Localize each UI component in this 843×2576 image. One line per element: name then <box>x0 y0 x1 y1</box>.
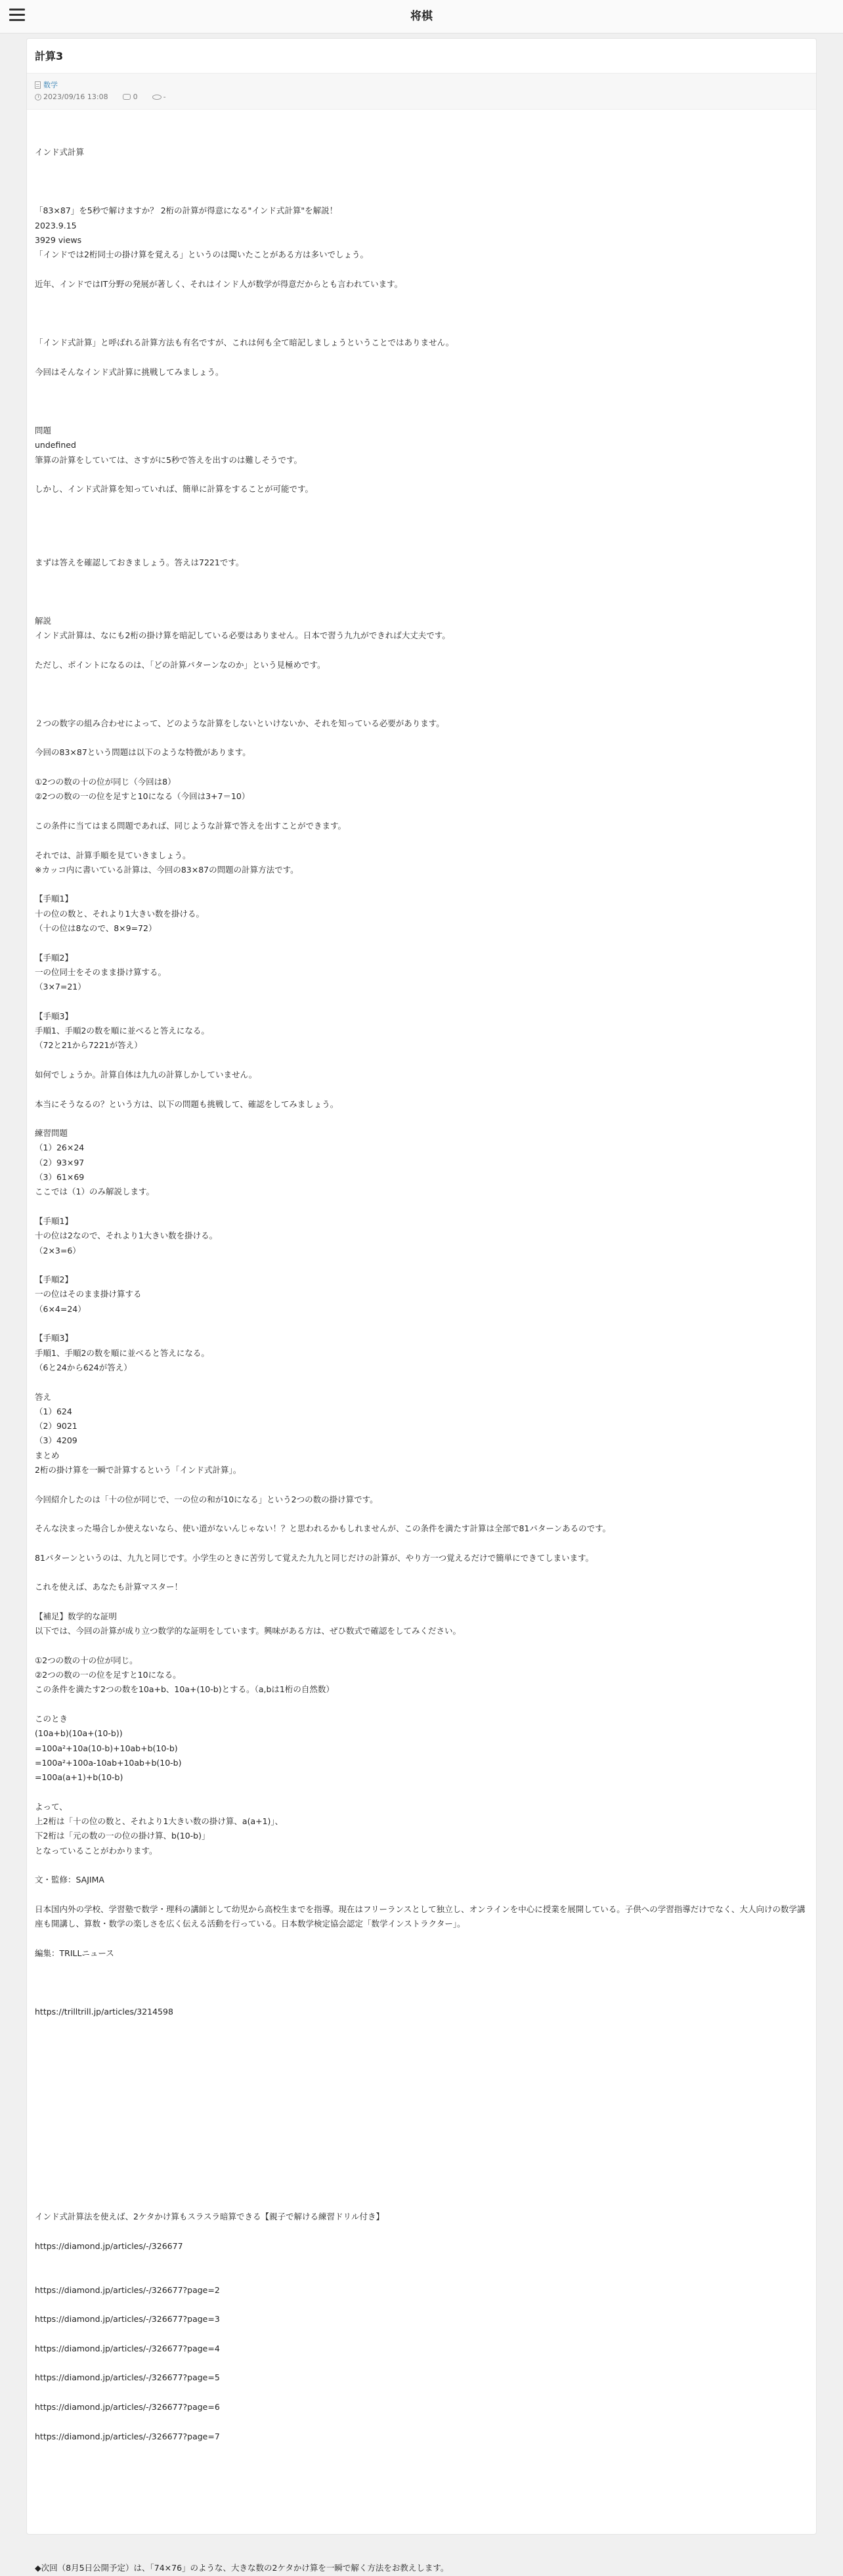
article-line: undefined <box>35 440 76 450</box>
blank-line <box>35 2254 807 2268</box>
blank-line <box>35 394 807 408</box>
blank-line <box>35 1785 807 1800</box>
blank-line <box>35 995 807 1009</box>
article-line: ①2つの数の十の位が同じ（今回は8） <box>35 777 176 787</box>
blank-line <box>35 2137 807 2151</box>
article-line: 【手順1】 <box>35 894 73 904</box>
article-line: 解説 <box>35 615 52 626</box>
blank-line <box>35 2107 807 2122</box>
category-link[interactable] <box>35 79 58 90</box>
article-line: インド式計算 <box>35 147 85 158</box>
article-line: インド式計算法を使えば、2ケタかけ算もスラスラ暗算できる【親子で解ける練習ドリル付き】 <box>35 2212 384 2222</box>
blank-line <box>35 1053 807 1068</box>
blank-line <box>35 2151 807 2166</box>
article-line: 問題 <box>35 425 52 435</box>
article-line: =100a²+10a(10-b)+10ab+b(10-b) <box>35 1743 178 1753</box>
blank-line <box>35 409 807 424</box>
article-line: 上2桁は「十の位の数と、それより1大きい数の掛け算、a(a+1)」、 <box>35 1816 284 1827</box>
article-line: ただし、ポイントになるのは、「どの計算パターンなのか」という見極めです。 <box>35 659 326 670</box>
blank-line <box>35 584 807 599</box>
site-title: 将棋 <box>410 10 433 23</box>
article-line: このとき <box>35 1714 68 1724</box>
post-title: 計算3 <box>35 50 64 62</box>
article-line: ②2つの数の一の位を足すと10になる。 <box>35 1670 181 1680</box>
blank-line <box>35 1477 807 1492</box>
blank-line <box>35 2502 807 2517</box>
article-line: ※カッコ内に書いている計算は、今回の83×87の問題の計算方法です。 <box>35 864 299 875</box>
article-line: 答え <box>35 1391 52 1402</box>
blank-line <box>35 496 807 511</box>
article-line: (10a+b)(10a+(10-b)) <box>35 1728 123 1739</box>
article-line: この条件を満たす2つの数を10a+b、10a+(10-b)とする。（a,bは1桁の自然数） <box>35 1684 334 1695</box>
top-bar <box>0 0 843 33</box>
article-line: それでは、計算手順を見ていきましょう。 <box>35 850 191 860</box>
blank-line <box>35 1112 807 1126</box>
article-link[interactable]: https://diamond.jp/articles/-/326677?page=4 <box>35 2343 220 2353</box>
article-line: 今回紹介したのは「十の位が同じで、一の位の和が10になる」という2つの数の掛け算です。 <box>35 1494 378 1504</box>
article-line: ②2つの数の一の位を足すと10になる（今回は3+7＝10） <box>35 791 250 802</box>
blank-line <box>35 2224 807 2238</box>
post-meta-bar <box>27 73 816 110</box>
article-link[interactable]: https://diamond.jp/articles/-/326677?page=2 <box>35 2284 220 2295</box>
article-line: （3×7=21） <box>35 982 86 992</box>
article-line: 一の位同士をそのまま掛け算する。 <box>35 967 167 977</box>
blank-line <box>35 2517 807 2531</box>
article-line: 手順1、手順2の数を順に並べると答えになる。 <box>35 1347 209 1358</box>
blank-line <box>35 2474 807 2488</box>
blank-line <box>35 2019 807 2034</box>
article-line: （3）4209 <box>35 1435 77 1446</box>
article-link[interactable]: https://diamond.jp/articles/-/326677?page=3 <box>35 2314 220 2325</box>
comment-count: 0 <box>133 93 138 101</box>
article-line: 「インドでは2桁同士の掛け算を覚える」というのは聞いたことがある方は多いでしょう。 <box>35 250 368 260</box>
blank-line <box>35 2298 807 2312</box>
blank-line <box>35 2268 807 2282</box>
blank-line <box>35 2063 807 2078</box>
article-line: 「インド式計算」と呼ばれる計算方法も有名ですが、これは何も全て暗記しましょうということではありません。 <box>35 338 454 348</box>
blank-line <box>35 702 807 716</box>
blank-line <box>35 760 807 775</box>
blank-line <box>35 160 807 175</box>
blank-line <box>35 877 807 892</box>
blank-line <box>35 1507 807 1521</box>
blank-line <box>35 1932 807 1946</box>
article-line: =100a(a+1)+b(10-b) <box>35 1772 123 1783</box>
article-line: 本当にそうなるの？という方は、以下の問題も挑戦して、確認をしてみましょう。 <box>35 1099 339 1109</box>
blank-line <box>35 189 807 204</box>
blank-line <box>35 1697 807 1712</box>
article-body <box>35 131 807 2576</box>
blank-line <box>35 1565 807 1580</box>
article-line: ２つの数字の組み合わせによって、どのような計算をしないといけないか、それを知っている必要があります。 <box>35 718 444 728</box>
article-line: （十の位は8なので、8×9=72） <box>35 923 157 934</box>
article-line: 【手順1】 <box>35 1215 73 1226</box>
article-line: （2）9021 <box>35 1421 77 1431</box>
blank-line <box>35 1375 807 1389</box>
blank-line <box>35 833 807 848</box>
article-link[interactable]: https://diamond.jp/articles/-/326677?page=5 <box>35 2372 220 2383</box>
blank-line <box>35 2488 807 2502</box>
article-line: 【補足】数学的な証明 <box>35 1611 118 1621</box>
views-icon <box>152 95 162 100</box>
article-line: 【手順2】 <box>35 1275 73 1285</box>
blank-line <box>35 804 807 819</box>
article-line: 今回はそんなインド式計算に挑戦してみましょう。 <box>35 366 224 377</box>
blank-line <box>35 307 807 321</box>
article-card <box>26 38 817 2573</box>
article-line: ここでは（1）のみ解説します。 <box>35 1187 154 1197</box>
blank-line <box>35 1537 807 1551</box>
article-line: （2）93×97 <box>35 1157 85 1168</box>
article-line: =100a²+100a-10ab+10ab+b(10-b) <box>35 1757 182 1768</box>
blank-line <box>35 292 807 306</box>
article-line: そんな決まった場合しか使えないなら、使い道がないんじゃない！？と思われるかもしれませんが、この条件を満たす計算は全部で81パターンあるのです。 <box>35 1523 611 1534</box>
article-link[interactable]: https://diamond.jp/articles/-/326677?page=7 <box>35 2431 220 2441</box>
article-line: 日本国内外の学校、学習塾で数学・理科の講師として幼児から高校生までを指導。現在はフリーランスとして独立し、オンラインを中心に授業を展開している。子供への学習指導だけでなく、大人向けの数学講座も開講し、算数・数学の楽しさを広く伝える活動を行っている。日本数学検定協会認定「数学インストラクター」。 <box>35 1904 806 1929</box>
article-line: 編集：TRILLニュース <box>35 1948 114 1958</box>
article-line: 下2桁は「元の数の一の位の掛け算、b(10-b)」 <box>35 1831 210 1841</box>
article-line: 一の位はそのまま掛け算する <box>35 1289 142 1299</box>
blank-line <box>35 2444 807 2458</box>
blank-line <box>35 672 807 687</box>
post-date: 2023/09/16 13:08 <box>43 93 108 101</box>
blank-line <box>35 1258 807 1273</box>
blank-line <box>35 2356 807 2370</box>
blank-line <box>35 540 807 555</box>
blank-line <box>35 2458 807 2473</box>
article-line: 「83×87」を5秒で解けますか？ 2桁の計算が得意になる"インド式計算"を解説！ <box>35 206 338 216</box>
article-line: 練習問題 <box>35 1128 68 1139</box>
blank-line <box>35 570 807 584</box>
view-count: - <box>163 93 166 101</box>
blank-line <box>35 1082 807 1097</box>
article-link[interactable]: https://diamond.jp/articles/-/326677 <box>35 2240 183 2251</box>
article-line: ◆次回（8月5日公開予定）は、「74×76」のような、大きな数の2ケタかけ算を一瞬で解く方法をお教えします。 <box>35 2563 449 2573</box>
article-line: 2023.9.15 <box>35 220 77 230</box>
blank-line <box>35 1961 807 1975</box>
blank-line <box>35 643 807 657</box>
blank-line <box>35 1639 807 1653</box>
blank-line <box>35 687 807 701</box>
blank-line <box>35 1888 807 1902</box>
blank-line <box>35 2122 807 2136</box>
article-line: となっていることがわかります。 <box>35 1845 158 1856</box>
article-line: （72と21から7221が答え） <box>35 1040 142 1051</box>
blank-line <box>35 600 807 614</box>
article-line: しかし、インド式計算を知っていれば、簡単に計算をすることが可能です。 <box>35 484 314 494</box>
blank-line <box>35 2386 807 2400</box>
article-line: （6と24から624が答え） <box>35 1362 132 1372</box>
blank-line <box>35 468 807 482</box>
article-line: 81パターンというのは、九九と同じです。小学生のときに苦労して覚えた九九と同じだけの計算が、やり方一つ覚えるだけで簡単にできてしまいます。 <box>35 1552 594 1563</box>
blank-line <box>35 1858 807 1873</box>
blank-line <box>35 380 807 394</box>
blank-line <box>35 2093 807 2107</box>
article-line: ①2つの数の十の位が同じ。 <box>35 1655 138 1665</box>
article-link[interactable]: https://trilltrill.jp/articles/3214598 <box>35 2007 173 2017</box>
article-line: 以下では、今回の計算が成り立つ数学的な証明をしています。興味がある方は、ぜひ数式で確認をしてみください。 <box>35 1626 462 1636</box>
blank-line <box>35 350 807 364</box>
clock-icon <box>35 94 41 100</box>
blank-line <box>35 1200 807 1214</box>
article-line: （1）26×24 <box>35 1143 85 1153</box>
blank-line <box>35 2546 807 2561</box>
blank-line <box>35 936 807 950</box>
article-line: 【手順3】 <box>35 1011 73 1021</box>
blank-line <box>35 1317 807 1331</box>
blank-line <box>35 526 807 540</box>
article-line: （3）61×69 <box>35 1172 85 1183</box>
blank-line <box>35 2034 807 2049</box>
blank-line <box>35 731 807 745</box>
blank-line <box>35 512 807 526</box>
blank-line <box>35 2049 807 2063</box>
article-line: まずは答えを確認しておきましょう。答えは7221です。 <box>35 557 244 567</box>
blank-line <box>35 1975 807 1990</box>
article-line: （2×3=6） <box>35 1245 81 1255</box>
article-line: 文・監修：SAJIMA <box>35 1875 104 1885</box>
blank-line <box>35 2166 807 2180</box>
blank-line <box>35 263 807 277</box>
article-line: この条件に当てはまる問題であれば、同じような計算で答えを出すことができます。 <box>35 820 347 831</box>
blank-line <box>35 2414 807 2429</box>
article-line: 手順1、手順2の数を順に並べると答えになる。 <box>35 1026 209 1036</box>
blank-line <box>35 321 807 336</box>
document-icon <box>35 81 41 89</box>
comment-icon <box>123 94 131 100</box>
article-line: 近年、インドではIT分野の発展が著しく、それはインド人が数学が得意だからとも言われています。 <box>35 278 403 289</box>
blank-line <box>35 2532 807 2546</box>
blank-line <box>35 2327 807 2342</box>
blank-line <box>35 1990 807 2005</box>
article-line: 十の位の数と、それより1大きい数を掛ける。 <box>35 908 204 919</box>
post-meta-row <box>35 93 166 101</box>
article-line: 今回の83×87という問題は以下のような特徴があります。 <box>35 747 251 758</box>
blank-line <box>35 131 807 145</box>
article-line: 筆算の計算をしていては、さすがに5秒で答えを出すのは難しそうです。 <box>35 454 302 465</box>
article-line: （6×4=24） <box>35 1303 86 1314</box>
blank-line <box>35 2181 807 2195</box>
category-label: 数学 <box>43 81 58 89</box>
article-line: 【手順2】 <box>35 952 73 963</box>
article-line: 如何でしょうか。計算自体は九九の計算しかしていません。 <box>35 1070 257 1080</box>
blank-line <box>35 2078 807 2092</box>
blank-line <box>35 2195 807 2210</box>
article-line: まとめ <box>35 1450 60 1460</box>
article-line: インド式計算は、なにも2桁の掛け算を暗記している必要はありません。日本で習う九九ができれば大丈夫です。 <box>35 630 450 641</box>
article-line: 十の位は2なので、それより1大きい数を掛ける。 <box>35 1231 218 1241</box>
article-link[interactable]: https://diamond.jp/articles/-/326677?page=6 <box>35 2402 220 2412</box>
article-line: 【手順3】 <box>35 1333 73 1343</box>
article-line: これを使えば、あなたも計算マスター！ <box>35 1582 183 1592</box>
article-line: よって、 <box>35 1801 68 1812</box>
article-line: 3929 views <box>35 235 82 246</box>
article-line: 2桁の掛け算を一瞬で計算するという「インド式計算」。 <box>35 1465 242 1475</box>
article-line: （1）624 <box>35 1406 72 1416</box>
blank-line <box>35 175 807 189</box>
blank-line <box>35 1595 807 1609</box>
